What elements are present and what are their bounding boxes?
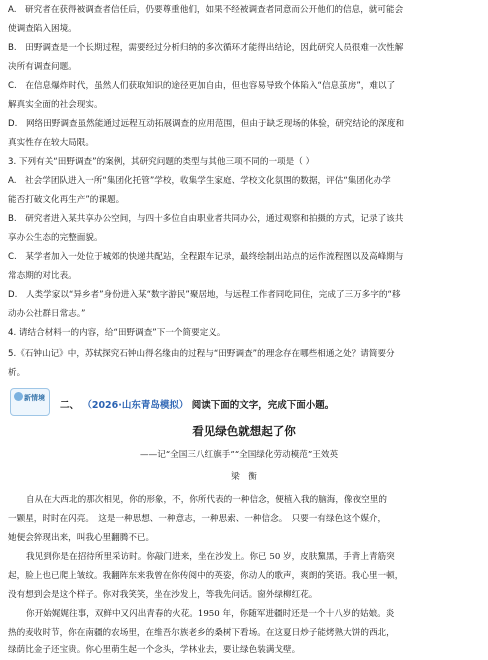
- question-3-stem: 3. 下列有关“田野调查”的案例，其研究问题的类型与其他三项不同的一项是（ ）: [8, 157, 315, 167]
- q3-option-a-line-1: A. 社会学团队进入一所“集团化托管”学校，收集学生家庭、学校文化氛围的数据，评估“集团化办学: [8, 176, 391, 186]
- article-subtitle: ——记“全国三八红旗手”“全国绿化劳动模范”王效英: [140, 450, 339, 460]
- badge-label: 新情境: [24, 394, 45, 402]
- q3-option-d-line-1: D. 人类学家以“异乡者”身份进入某“数字游民”聚居地，与远程工作者同吃同住，完成了三万多字的“移: [8, 290, 401, 300]
- article-line-4: 我见到你是在招待所里采访时。你敲门进来，坐在沙发上。你已 50 岁，皮肤黧黑，手背上青筋突: [26, 552, 395, 562]
- section-number: 二、: [60, 400, 80, 411]
- section-heading: [60, 397, 334, 411]
- article-line-9: 绿荫比金子还宝贵。你心里萌生起一个念头，学林业去，要让绿色装满戈壁。: [8, 645, 301, 655]
- article-line-5: 起，脸上也已爬上皱纹。我翻阵东来我曾在你传阅中的英姿，你动人的歌声，爽朗的笑语。我心里一顿，: [8, 571, 404, 581]
- q3-option-c-line-1: C. 某学者加入一处位于城郊的快递共配站，全程跟车记录，最终绘制出站点的运作流程图以及高峰期与: [8, 252, 404, 262]
- article-line-8: 热的麦收时节，你在南疆的农场里，在维吾尔族老乡的桑树下看场。在这夏日炒子能烤熟大饼的西北，: [8, 628, 395, 638]
- article-line-2: 一颗星，时时在闪亮。 这是一种思想、一种意志，一种思索、一种信念。 只要一有绿色这个媒介，: [8, 514, 387, 524]
- option-b-line-1: B. 田野调查是一个长期过程，需要经过分析归纳的多次循环才能得出结论，因此研究人员很难一次性解: [8, 43, 404, 53]
- option-b-line-2: 决所有调查问题。: [8, 62, 77, 72]
- question-5-line-2: 析。: [8, 368, 26, 378]
- section-source: （2026·山东青岛模拟）: [82, 400, 189, 411]
- option-d-line-1: D. 网络田野调查虽然能通过远程互动拓展调查的应用范围，但由于缺乏现场的体验，研究结论的深度和: [8, 119, 405, 129]
- q3-option-d-line-2: 动办公社群日常志。”: [8, 309, 86, 319]
- article-author: 梁 衡: [231, 472, 257, 482]
- badge-icon: [14, 392, 23, 401]
- q3-option-a-line-2: 能否打破文化再生产”的课题。: [8, 195, 125, 205]
- question-4: 4. 请结合材料一的内容，给“田野调查”下一个简要定义。: [8, 328, 226, 338]
- option-d-line-2: 真实性存在较大局限。: [8, 138, 94, 148]
- article-line-7: 你开始娓娓往事，双鲜中又闪出青春的火花。1950 年，你随军进疆时还是一个十八岁的姑娘。炎: [26, 609, 395, 619]
- article-line-3: 她便会猝现出来，叫我心里翻腾不已。: [8, 533, 155, 543]
- question-5-line-1: 5.《石钟山记》中，苏轼探究石钟山得名缘由的过程与“田野调查”的理念存在哪些相通之处？请简要分: [8, 349, 395, 359]
- q3-option-c-line-2: 常态期的对比表。: [8, 271, 77, 281]
- option-c-line-2: 解真实全面的社会现实。: [8, 100, 103, 110]
- q3-option-b-line-2: 享办公生态的完整面貌。: [8, 233, 103, 243]
- new-context-badge: [10, 388, 50, 416]
- article-line-6: 没有想到会是这个样子。你对我笑笑，坐在沙发上，等我先问话。窗外绿柳红花。: [8, 590, 318, 600]
- article-line-1: 自从在大西北的那次相见，你的形象，不，你所代表的一种信念，便植入我的脑海，像夜空里的: [26, 495, 387, 505]
- option-a-line-1: A. 研究者在获得被调查者信任后，仍要尊重他们，如果不经被调查者同意而公开他们的信息，就可能会: [8, 5, 404, 15]
- option-a-line-2: 使调查陷入困境。: [8, 24, 77, 34]
- article-title: 看见绿色就想起了你: [192, 424, 296, 438]
- option-c-line-1: C. 在信息爆炸时代，虽然人们获取知识的途径更加自由，但也容易导致个体陷入“信息茧房”，难以了: [8, 81, 396, 91]
- section-instruction: 阅读下面的文字，完成下面小题。: [191, 400, 335, 411]
- q3-option-b-line-1: B. 研究者进入某共享办公空间，与四十多位自由职业者共同办公，通过观察和拍摄的方式，记录了该共: [8, 214, 404, 224]
